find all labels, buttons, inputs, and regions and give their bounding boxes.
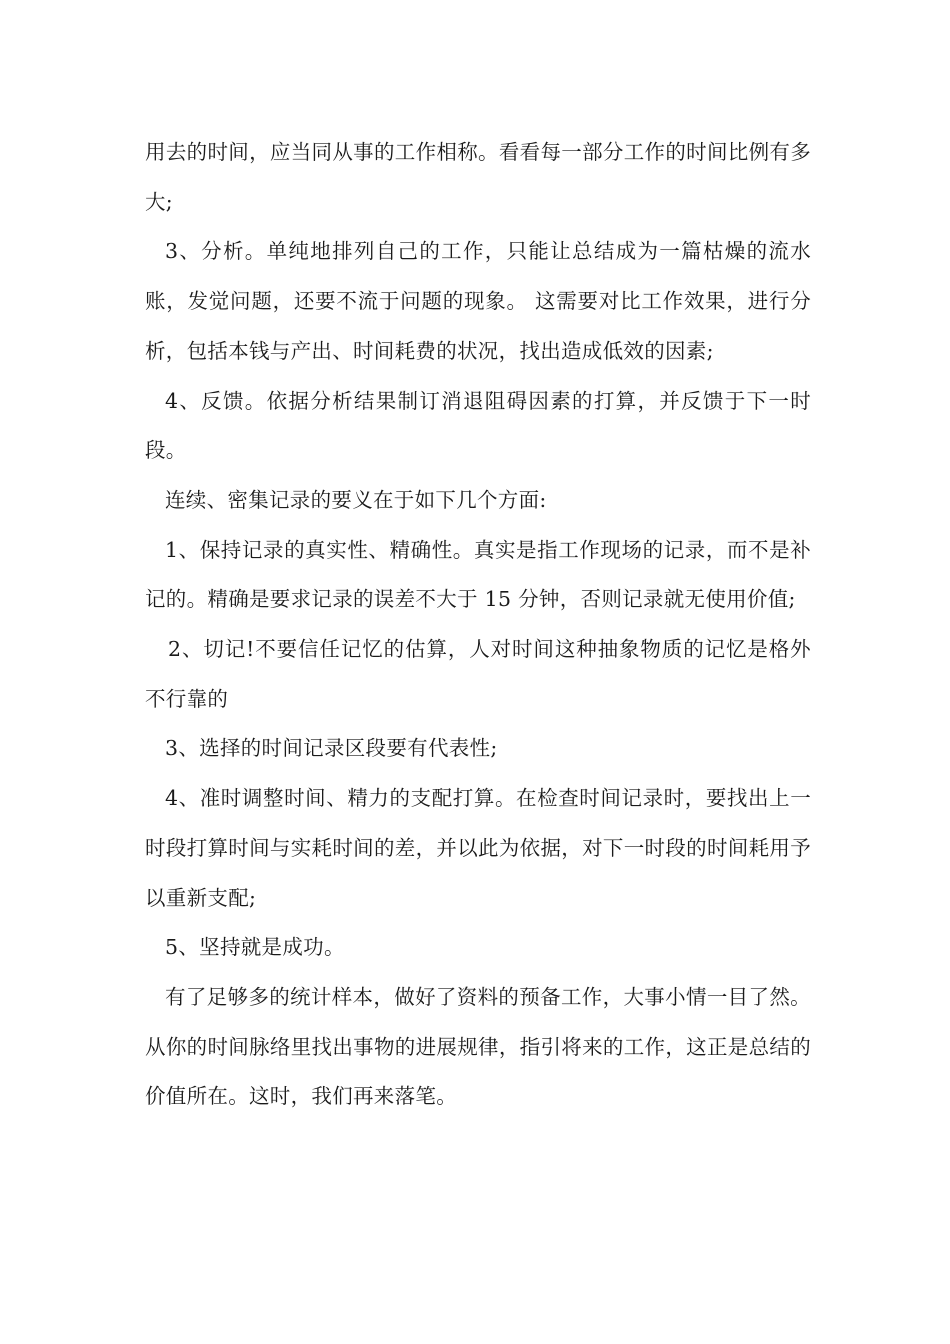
paragraph-memory-warning: 2、切记!不要信任记忆的估算，人对时间这种抽象物质的记忆是格外不行靠的 — [145, 637, 811, 711]
paragraph-persistence: 5、坚持就是成功。 — [165, 935, 345, 960]
paragraph-time-proportion: 用去的时间，应当同从事的工作相称。看看每一部分工作的时间比例有多大; — [145, 140, 811, 214]
paragraph-analysis: 3、分析。单纯地排列自己的工作，只能让总结成为一篇枯燥的流水账，发觉问题，还要不流于问题的现象。 这需要对比工作效果，进行分析，包括本钱与产出、时间耗费的状况，找出造成低效的因素; — [145, 239, 811, 363]
paragraph-adjust-plan: 4、准时调整时间、精力的支配打算。在检查时间记录时，要找出上一时段打算时间与实耗时间的差，并以此为依据，对下一时段的时间耗用予以重新支配; — [145, 786, 811, 910]
paragraph-record-essentials: 连续、密集记录的要义在于如下几个方面: — [165, 487, 547, 512]
paragraph-accuracy: 1、保持记录的真实性、精确性。真实是指工作现场的记录，而不是补记的。精确是要求记录的误差不大于 15 分钟，否则记录就无使用价值; — [145, 537, 811, 612]
paragraph-feedback: 4、反馈。依据分析结果制订消退阻碍因素的打算，并反馈于下一时段。 — [145, 388, 811, 463]
document-body — [145, 128, 811, 1122]
paragraph-representative-section: 3、选择的时间记录区段要有代表性; — [165, 736, 498, 761]
paragraph-conclusion: 有了足够多的统计样本，做好了资料的预备工作，大事小情一目了然。从你的时间脉络里找出事物的进展规律，指引将来的工作，这正是总结的价值所在。这时，我们再来落笔。 — [145, 984, 811, 1109]
